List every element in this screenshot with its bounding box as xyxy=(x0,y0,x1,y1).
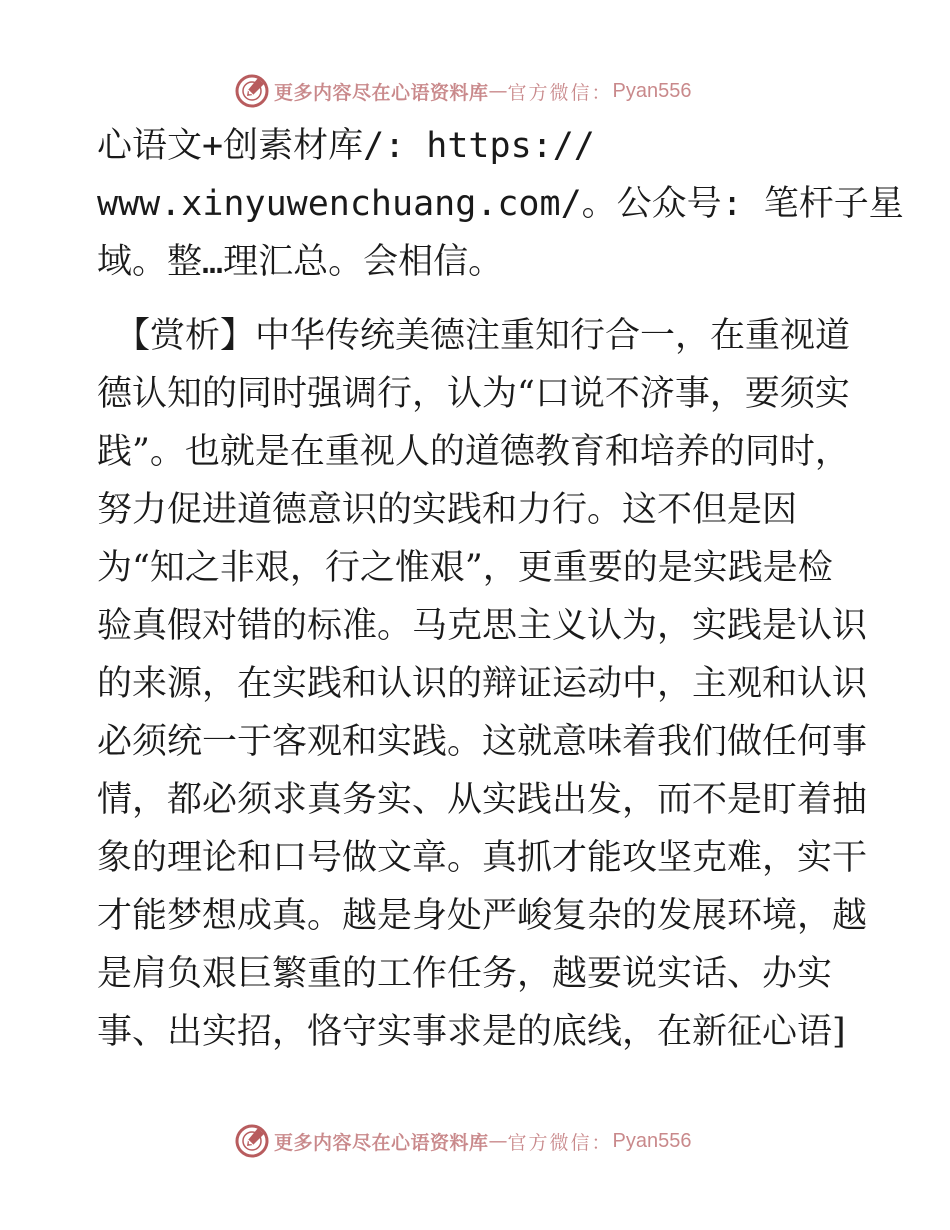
header-banner xyxy=(234,71,692,111)
source-line: 域。整…理汇总。会相信。 xyxy=(97,242,504,282)
analysis-line: 才能梦想成真。越是身处严峻复杂的发展环境，越 xyxy=(97,896,868,936)
footer-banner xyxy=(234,1121,692,1161)
analysis-line: 事、出实招，恪守实事求是的底线，在新征心语] xyxy=(97,1012,846,1052)
banner-account-id: Pyan556 xyxy=(612,79,692,102)
banner-official-label: 官方微信： xyxy=(507,81,613,104)
analysis-line: 验真假对错的标准。马克思主义认为，实践是认识 xyxy=(97,606,868,646)
analysis-line: 【赏析】中华传统美德注重知行合一，在重视道 xyxy=(115,316,851,356)
analysis-line: 是肩负艰巨繁重的工作任务，越要说实话、办实 xyxy=(97,954,833,994)
source-line: 心语文+创素材库/: https:// xyxy=(97,126,595,166)
banner-separator: — xyxy=(488,80,508,102)
banner-official-label: 官方微信： xyxy=(507,1131,613,1154)
analysis-line: 的来源，在实践和认识的辩证运动中，主观和认识 xyxy=(97,664,868,704)
analysis-line: 象的理论和口号做文章。真抓才能攻坚克难，实干 xyxy=(97,838,868,878)
banner-account-id: Pyan556 xyxy=(612,1129,692,1152)
pen-nib-logo-icon xyxy=(234,73,270,109)
banner-main-text: 更多内容尽在心语资料库 xyxy=(274,1131,489,1154)
analysis-line: 为“知之非艰，行之惟艰”，更重要的是实践是检 xyxy=(97,548,833,588)
analysis-line: 德认知的同时强调行，认为“口说不济事，要须实 xyxy=(97,374,850,414)
analysis-line: 必须统一于客观和实践。这就意味着我们做任何事 xyxy=(97,722,868,762)
analysis-line: 践”。也就是在重视人的道德教育和培养的同时， xyxy=(97,432,850,472)
pen-nib-logo-icon xyxy=(234,1123,270,1159)
source-line: www.xinyuwenchuang.com/。公众号: 笔杆子星 xyxy=(97,184,904,224)
banner-main-text: 更多内容尽在心语资料库 xyxy=(274,81,489,104)
banner-separator: — xyxy=(488,1130,508,1152)
analysis-line: 情，都必须求真务实、从实践出发，而不是盯着抽 xyxy=(97,780,868,820)
analysis-line: 努力促进道德意识的实践和力行。这不但是因 xyxy=(97,490,798,530)
